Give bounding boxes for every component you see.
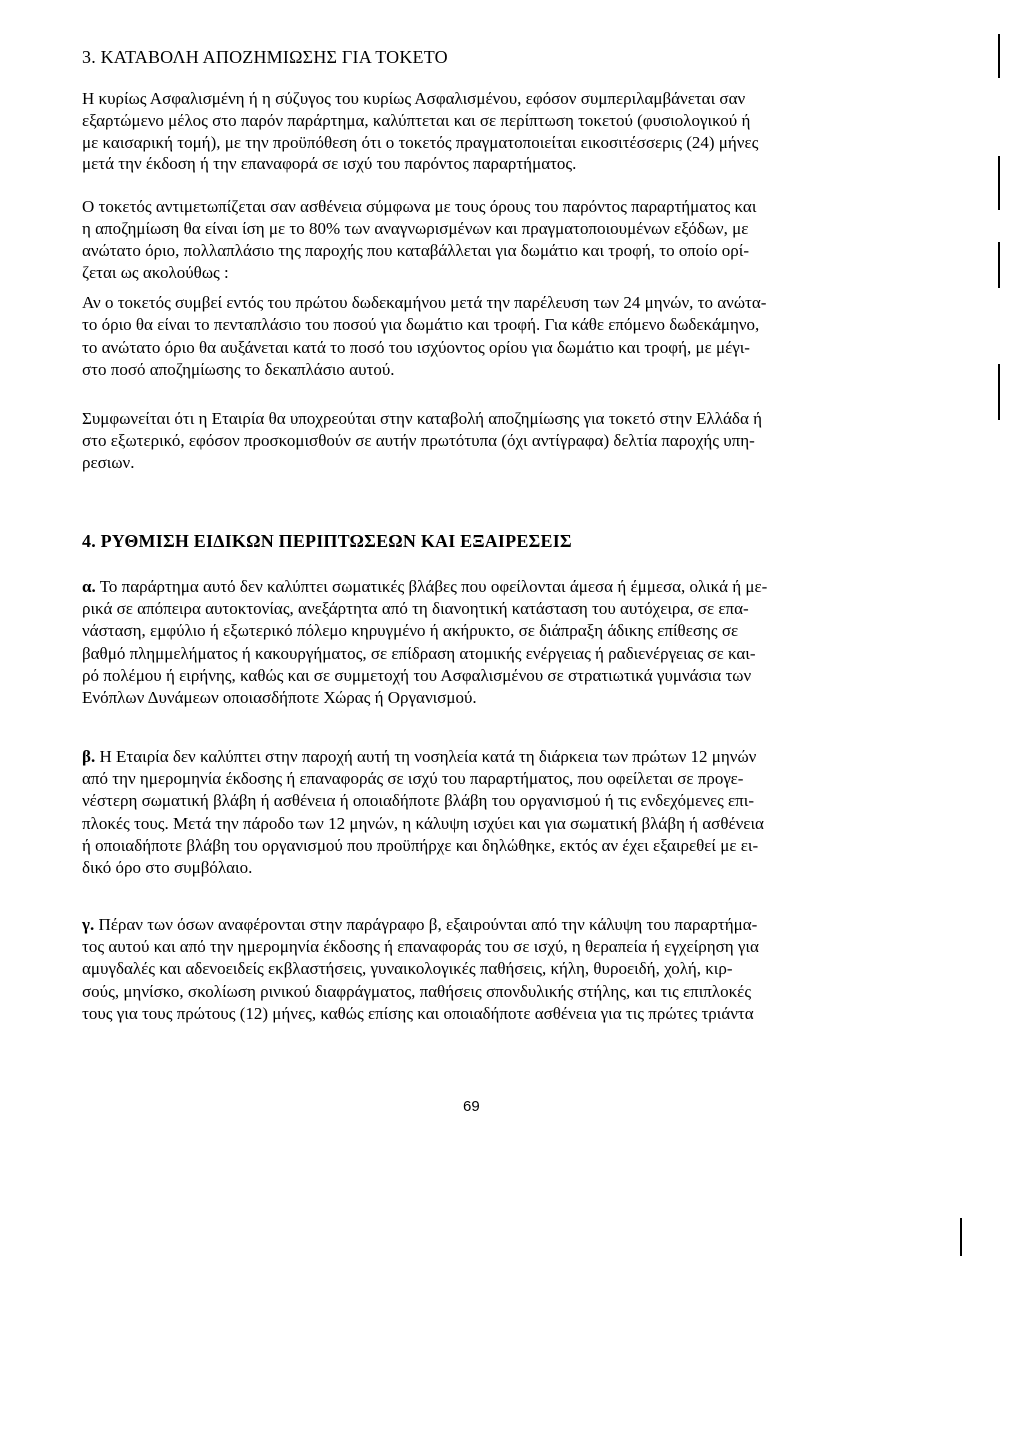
- text-line: από την ημερομηνία έκδοσης ή επαναφοράς σε ισχύ του παραρτήματος, που οφείλεται σε προγε-: [82, 769, 744, 789]
- margin-mark: [998, 156, 1000, 210]
- text-line: ή οποιαδήποτε βλάβη του οργανισμού που προϋπήρχε και δηλώθηκε, εκτός αν έχει εξαιρεθεί με ει-: [82, 835, 759, 855]
- section-3-paragraph-3: [82, 292, 922, 381]
- text-line: η αποζημίωση θα είναι ίση με το 80% των αναγνωρισμένων και πραγματοποιουμένων εξόδων, με: [82, 219, 749, 238]
- text-line: το ανώτατο όριο θα αυξάνεται κατά το ποσό του ισχύοντος ορίου για δωμάτιο και τροφή, με μέγι-: [82, 337, 750, 357]
- item-label: γ.: [82, 915, 95, 934]
- item-label: α.: [82, 577, 96, 596]
- text-line: [82, 576, 922, 598]
- margin-mark: [960, 1218, 962, 1256]
- text-line: ρό πολέμου ή ειρήνης, καθώς και σε συμμετοχή του Ασφαλισμένου σε στρατιωτικά γυμνάσια των: [82, 665, 752, 685]
- text-line: δικό όρο στο συμβόλαιο.: [82, 858, 253, 878]
- text-line: στο εξωτερικό, εφόσον προσκομισθούν σε αυτήν πρωτότυπα (όχι αντίγραφα) δελτία παροχής υπη-: [82, 431, 755, 450]
- text-line: πλοκές τους. Μετά την πάροδο των 12 μηνών, η κάλυψη ισχύει και για σωματική βλάβη ή ασθένεια: [82, 813, 764, 833]
- exclusion-item-b: [82, 746, 922, 879]
- item-text: Πέραν των όσων αναφέρονται στην παράγραφο β, εξαιρούνται από την κάλυψη του παραρτήμα-: [94, 915, 758, 934]
- text-line: αμυγδαλές και αδενοειδείς εκβλαστήσεις, γυναικολογικές παθήσεις, κήλη, θυροειδή, χολή, κιρ-: [82, 959, 733, 979]
- text-line: Η κυρίως Ασφαλισμένη ή η σύζυγος του κυρίως Ασφαλισμένου, εφόσον συμπεριλαμβάνεται σαν: [82, 89, 746, 108]
- text-line: σούς, μηνίσκο, σκολίωση ρινικού διαφράγματος, παθήσεις σπονδυλικής στήλης, και τις επιπλοκές: [82, 981, 752, 1001]
- text-line: [82, 746, 922, 768]
- page-number: 69: [463, 1098, 480, 1115]
- text-line: τος αυτού και από την ημερομηνία έκδοσης ή επαναφοράς του σε ισχύ, η θεραπεία ή εγχείρηση για: [82, 937, 759, 957]
- text-line: ρικά σε απόπειρα αυτοκτονίας, ανεξάρτητα από τη διανοητική κατάσταση του αυτόχειρα, σε επα-: [82, 599, 749, 619]
- text-line: τους για τους πρώτους (12) μήνες, καθώς επίσης και οποιαδήποτε ασθένεια για τις πρώτες τριάντα: [82, 1003, 754, 1023]
- text-line: νέστερη σωματική βλάβη ή ασθένεια ή οποιαδήποτε βλάβη του οργανισμού ή τις ενδεχόμενες επι-: [82, 791, 754, 811]
- exclusion-item-c: [82, 914, 922, 1025]
- text-line: μετά την έκδοση ή την επαναφορά σε ισχύ του παρόντος παραρτήματος.: [82, 154, 577, 174]
- section-4-heading: 4. ΡΥΘΜΙΣΗ ΕΙΔΙΚΩΝ ΠΕΡΙΠΤΩΣΕΩΝ ΚΑΙ ΕΞΑΙΡΕΣΕΙΣ: [82, 531, 572, 551]
- text-line: Ενόπλων Δυνάμεων οποιασδήποτε Χώρας ή Οργανισμού.: [82, 688, 477, 708]
- text-line: ζεται ως ακολούθως :: [82, 263, 229, 282]
- text-line: ανώτατο όριο, πολλαπλάσιο της παροχής που καταβάλλεται για δωμάτιο και τροφή, το οποίο ορί-: [82, 241, 749, 260]
- margin-mark: [998, 34, 1000, 78]
- text-line: νάσταση, εμφύλιο ή εξωτερικό πόλεμο κηρυγμένο ή ακήρυκτο, σε διάπραξη άδικης επίθεσης σε: [82, 621, 739, 641]
- margin-mark: [998, 364, 1000, 420]
- text-line: βαθμό πλημμελήματος ή κακουργήματος, σε επίδραση ατομικής ενέργειας ή ραδιενέργειας σε και-: [82, 643, 756, 663]
- text-line: με καισαρική τομή), με την προϋπόθεση ότι ο τοκετός πραγματοποιείται εικοσιτέσσερις (24) μήνες: [82, 132, 759, 152]
- text-line: ρεσιων.: [82, 453, 135, 472]
- section-3-paragraph-2: [82, 196, 922, 284]
- text-line: εξαρτώμενο μέλος στο παρόν παράρτημα, καλύπτεται και σε περίπτωση τοκετού (φυσιολογικού ή: [82, 110, 751, 130]
- margin-mark: [998, 242, 1000, 288]
- section-3-paragraph-1: [82, 88, 922, 175]
- section-3-heading: 3. ΚΑΤΑΒΟΛΗ ΑΠΟΖΗΜΙΩΣΗΣ ΓΙΑ ΤΟΚΕΤΟ: [82, 47, 448, 67]
- text-line: Συμφωνείται ότι η Εταιρία θα υποχρεούται στην καταβολή αποζημίωσης για τοκετό στην Ελλάδα ή: [82, 409, 762, 428]
- item-text: Η Εταιρία δεν καλύπτει στην παροχή αυτή τη νοσηλεία κατά τη διάρκεια των πρώτων 12 μηνών: [95, 747, 757, 766]
- text-line: το όριο θα είναι το πενταπλάσιο του ποσού για δωμάτιο και τροφή. Για κάθε επόμενο δωδεκάμηνο,: [82, 315, 760, 335]
- text-line: Αν ο τοκετός συμβεί εντός του πρώτου δωδεκαμήνου μετά την παρέλευση των 24 μηνών, το ανώτα-: [82, 293, 767, 312]
- text-line: στο ποσό αποζημίωσης το δεκαπλάσιο αυτού.: [82, 359, 395, 379]
- text-line: Ο τοκετός αντιμετωπίζεται σαν ασθένεια σύμφωνα με τους όρους του παρόντος παραρτήματος και: [82, 197, 757, 216]
- section-3-paragraph-4: [82, 408, 922, 474]
- exclusion-item-a: [82, 576, 922, 709]
- item-label: β.: [82, 747, 96, 766]
- item-text: Το παράρτημα αυτό δεν καλύπτει σωματικές βλάβες που οφείλονται άμεσα ή έμμεσα, ολικά ή με-: [95, 577, 768, 596]
- text-line: [82, 914, 922, 936]
